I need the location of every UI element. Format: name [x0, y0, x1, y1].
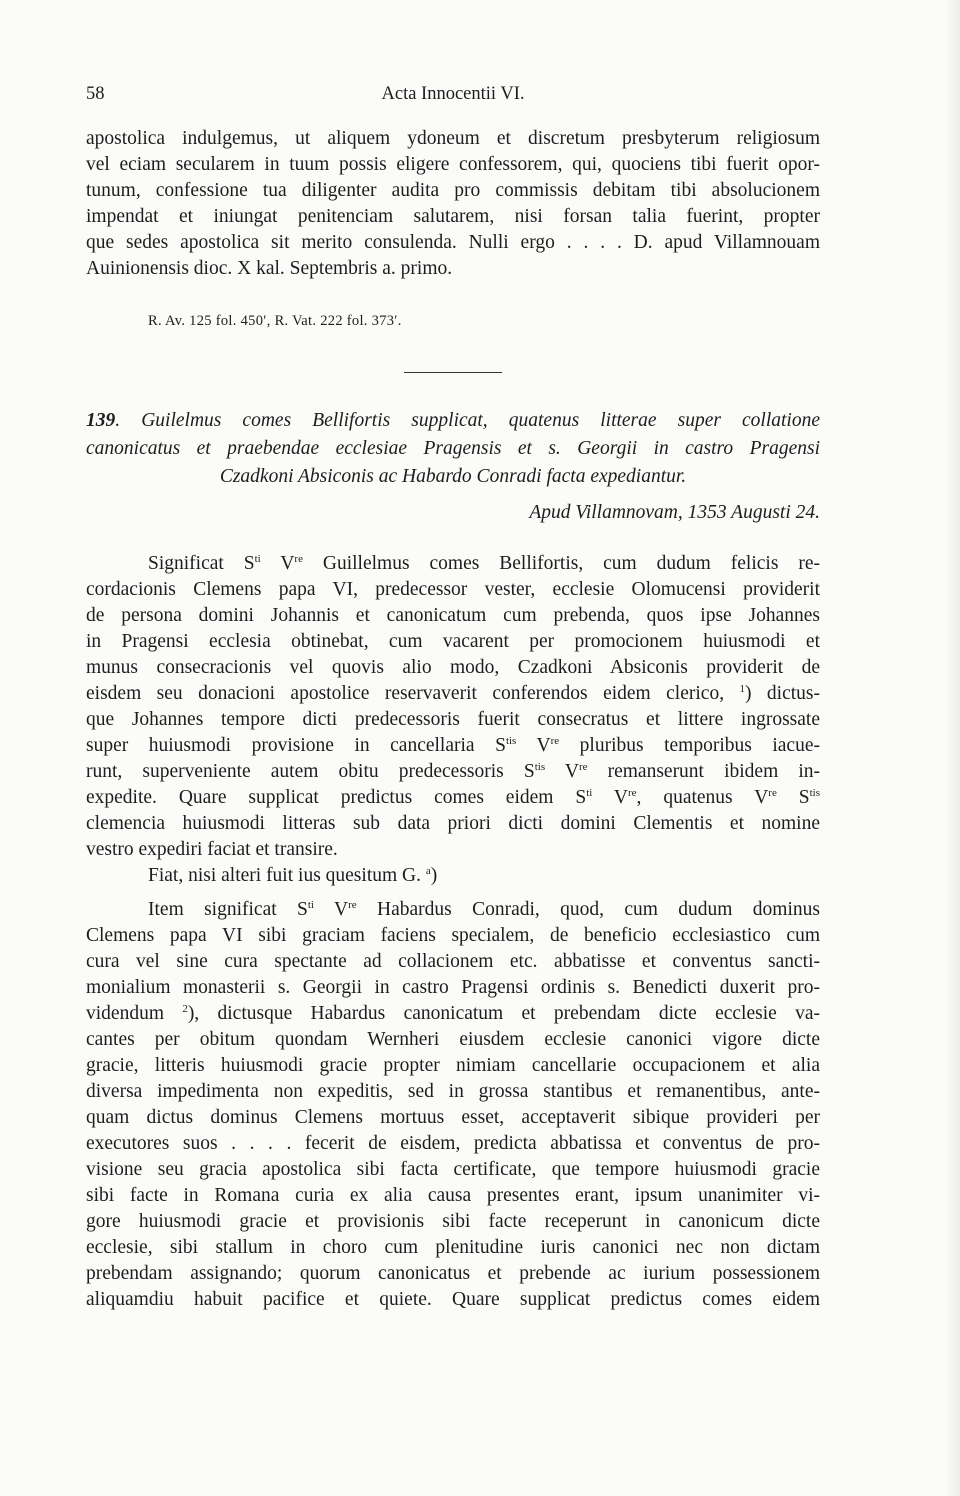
footnote-ref: 1 — [739, 683, 745, 695]
text-line: Fiat, nisi alteri fuit ius quesitum G. $^a$) — [148, 865, 438, 886]
running-head: Acta Innocentii VI. — [381, 84, 525, 104]
entry-title-line: canonicatus et praebendae ecclesiae Pragensis et s. Georgii in castro Pragensi — [86, 438, 820, 459]
text-line: super huiusmodi provisione in cancellaria $S^{tis}$ Vre pluribus temporibus iacue- — [86, 735, 820, 756]
entry-title-line: 139. Guilelmus comes Bellifortis supplicat, quatenus litterae super collatione — [86, 410, 821, 431]
text-line: executores suos . . . . fecerit de eisdem, predicta abbatissa et conventus de pro- — [86, 1133, 820, 1154]
top-paragraph — [86, 126, 820, 282]
entry-number: 139 — [86, 410, 116, 431]
text-line: vel eciam secularem in tuum possis eligere confessorem, qui, quociens tibi fuerit opor- — [86, 154, 820, 175]
text-line: de persona domini Johannis et canonicatum cum prebenda, quos ipse Johannes — [86, 605, 820, 626]
body-paragraph-2 — [86, 897, 820, 1313]
footnote-ref: a — [425, 865, 431, 877]
text-line: gracie, litteris huiusmodi gracie propter nimiam cancellarie occupacionem et alia — [86, 1055, 820, 1076]
text-line: Auinionensis dioc. X kal. Septembris a. primo. — [86, 258, 453, 279]
text-line: eisdem seu donacioni apostolice reservaverit conferendos eidem clerico, $^1$) dictus- — [86, 683, 820, 704]
text-line: Item significat $S^{ti}$ Vre Habardus Conradi, quod, cum dudum dominus — [148, 899, 820, 920]
text-line: in Pragensi ecclesia obtinebat, cum vacarent per promocionem huiusmodi et — [86, 631, 820, 652]
text-line: cordacionis Clemens papa VI, predecessor vester, ecclesie Olomucensi providerit — [86, 579, 820, 600]
text-line: prebendam assignando; quorum canonicatus et prebende ac iurium possessionem — [86, 1263, 820, 1284]
text-line: runt, superveniente autem obitu predecessoris $S^{tis}$ Vre remanserunt ibidem in- — [86, 761, 820, 782]
page-header — [86, 84, 820, 108]
text-line: Clemens papa VI sibi graciam faciens specialem, de beneficio ecclesiastico cum — [86, 925, 820, 946]
entry-date: Apud Villamnovam, 1353 Augusti 24. — [529, 502, 820, 523]
archive-reference: R. Av. 125 fol. 450′, R. Vat. 222 fol. 373′. — [148, 313, 402, 329]
entry-title-line: Czadkoni Absiconis ac Habardo Conradi facta expediantur. — [219, 466, 687, 487]
text-line: clemencia huiusmodi litteras sub data priori dicti domini Clementis et nomine — [86, 813, 820, 834]
text-line: ecclesie, sibi stallum in choro cum plenitudine iuris canonici nec non dictam — [86, 1237, 820, 1258]
text-line: Significat $S^{ti}$ Vre Guillelmus comes Bellifortis, cum dudum felicis re- — [148, 553, 820, 574]
section-divider — [404, 372, 502, 373]
text-line: que Johannes tempore dicti predecessoris fuerit consecratus et littere ingrossate — [86, 709, 820, 730]
text-line: expedite. Quare supplicat predictus comes eidem $S^{ti}$ Vre, quatenus Vre $S^{tis}$ — [86, 787, 821, 808]
body-paragraph-1 — [86, 551, 820, 863]
text-line: cantes per obitum quondam Wernheri eiusdem ecclesie canonici vigore dicte — [86, 1029, 820, 1050]
text-line: impendat et iniungat penitenciam salutarem, nisi forsan talia fuerint, propter — [86, 206, 820, 227]
text-line: sibi facte in Romana curia ex alia causa presentes erant, ipsum unanimiter vi- — [86, 1185, 820, 1206]
text-line: tunum, confessione tua diligenter audita pro commissis debitam tibi absolucionem — [86, 180, 820, 201]
text-line: videndum $^2$), dictusque Habardus canonicatum et prebendam dicte ecclesie va- — [86, 1003, 820, 1024]
text-line: quam dictus dominus Clemens mortuus esset, acceptaverit sibique provideri per — [86, 1107, 820, 1128]
text-line: gore huiusmodi gracie et provisionis sibi facte receperunt in canonicum dicte — [86, 1211, 820, 1232]
text-line: monialium monasterii s. Georgii in castro Pragensi ordinis s. Benedicti duxerit pro- — [86, 977, 820, 998]
entry-title — [86, 407, 820, 491]
scan-edge-shadow — [944, 0, 960, 1496]
text-line: vestro expediri faciat et transire. — [86, 839, 338, 860]
text-line: munus consecracionis vel quovis alio modo, Czadkoni Absiconis providerit de — [86, 657, 820, 678]
text-line: visione seu gracia apostolica sibi facta certificate, que tempore huiusmodi gracie — [86, 1159, 820, 1180]
text-line: que sedes apostolica sit merito consulenda. Nulli ergo . . . . D. apud Villamnouam — [86, 232, 820, 253]
fiat-line — [86, 863, 820, 889]
footnote-ref: 2 — [182, 1003, 188, 1015]
text-line: cura vel sine cura spectante ad collacionem etc. abbatisse et conventus sancti- — [86, 951, 820, 972]
text-line: diversa impedimenta non expeditis, sed in grossa stantibus et remanentibus, ante- — [86, 1081, 820, 1102]
page-number: 58 — [86, 84, 105, 104]
text-line: aliquamdiu habuit pacifice et quiete. Quare supplicat predictus comes eidem — [86, 1289, 820, 1310]
text-line: apostolica indulgemus, ut aliquem ydoneum et discretum presbyterum religiosum — [86, 128, 820, 149]
